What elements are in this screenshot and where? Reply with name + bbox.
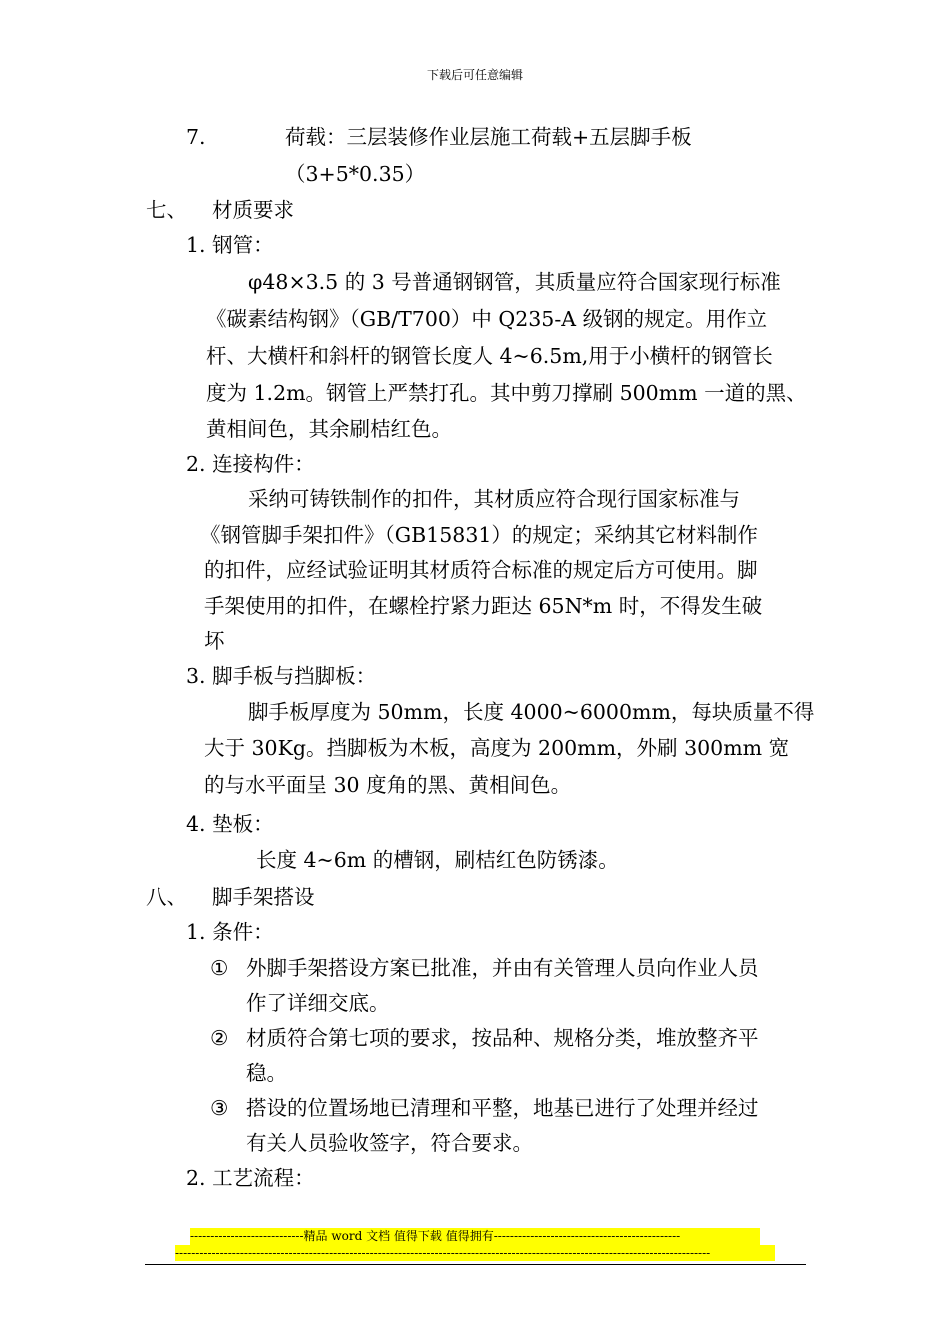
condition-line: 稳。 xyxy=(246,1061,287,1085)
item-heading-scaffold-boards: 3. 脚手板与挡脚板： xyxy=(186,664,377,688)
page-header: 下载后可任意编辑 xyxy=(426,68,523,82)
item-heading-base-plate: 4. 垫板： xyxy=(186,812,274,836)
item-heading-conditions: 1. 条件： xyxy=(186,920,274,944)
footer-dash-line: ------------------------------------------------------------------------------------------------------------------------------------ xyxy=(175,1245,775,1261)
paragraph-line: 长度 4~6m 的槽钢，刷桔红色防锈漆。 xyxy=(256,848,619,872)
paragraph-line: 的扣件，应经试验证明其材质符合标准的规定后方可使用。脚 xyxy=(204,558,758,582)
condition-mark: ② xyxy=(210,1026,229,1050)
paragraph-line: 大于 30Kg。挡脚板为木板，高度为 200mm，外刷 300mm 宽 xyxy=(204,736,790,760)
condition-line: 搭设的位置场地已清理和平整，地基已进行了处理并经过 xyxy=(246,1096,759,1120)
footer-banner: ----------------------------精品 word 文档 值得下载 值得拥有---------------------------------------------- xyxy=(190,1228,760,1245)
item-heading-steel-pipe: 1. 钢管： xyxy=(186,233,274,257)
condition-line: 外脚手架搭设方案已批准，并由有关管理人员向作业人员 xyxy=(246,956,759,980)
section-8-title: 脚手架搭设 xyxy=(212,885,315,909)
item-7-text: 荷载：三层装修作业层施工荷载+五层脚手板 xyxy=(285,125,692,149)
condition-mark: ① xyxy=(210,956,229,980)
condition-line: 材质符合第七项的要求，按品种、规格分类，堆放整齐平 xyxy=(246,1026,759,1050)
condition-line: 有关人员验收签字，符合要求。 xyxy=(246,1131,533,1155)
section-8-number: 八、 xyxy=(146,885,187,909)
condition-mark: ③ xyxy=(210,1096,229,1120)
paragraph-line: 坏 xyxy=(204,629,225,653)
paragraph-line: 杆、大横杆和斜杆的钢管长度人 4~6.5m,用于小横杆的钢管长 xyxy=(206,344,773,368)
section-7-number: 七、 xyxy=(146,198,187,222)
paragraph-line: 脚手板厚度为 50mm，长度 4000~6000mm，每块质量不得 xyxy=(248,700,815,724)
item-7-formula: （3+5*0.35） xyxy=(285,162,426,186)
paragraph-line: 采纳可铸铁制作的扣件，其材质应符合现行国家标准与 xyxy=(248,487,740,511)
paragraph-line: 《钢管脚手架扣件》（GB15831）的规定；采纳其它材料制作 xyxy=(200,523,758,547)
condition-line: 作了详细交底。 xyxy=(246,991,390,1015)
paragraph-line: φ48×3.5 的 3 号普通钢钢管，其质量应符合国家现行标准 xyxy=(248,270,781,294)
paragraph-line: 黄相间色，其余刷桔红色。 xyxy=(206,417,452,441)
paragraph-line: 度为 1.2m。钢管上严禁打孔。其中剪刀撑刷 500mm 一道的黑、 xyxy=(206,381,807,405)
section-7-title: 材质要求 xyxy=(212,198,294,222)
item-heading-connectors: 2. 连接构件： xyxy=(186,452,315,476)
footer-rule xyxy=(145,1264,806,1265)
paragraph-line: 的与水平面呈 30 度角的黑、黄相间色。 xyxy=(204,773,572,797)
paragraph-line: 《碳素结构钢》（GB/T700）中 Q235-A 级钢的规定。用作立 xyxy=(206,307,768,331)
item-7-number: 7. xyxy=(186,125,206,149)
paragraph-line: 手架使用的扣件，在螺栓拧紧力距达 65N*m 时，不得发生破 xyxy=(204,594,763,618)
item-heading-process-flow: 2. 工艺流程： xyxy=(186,1166,315,1190)
